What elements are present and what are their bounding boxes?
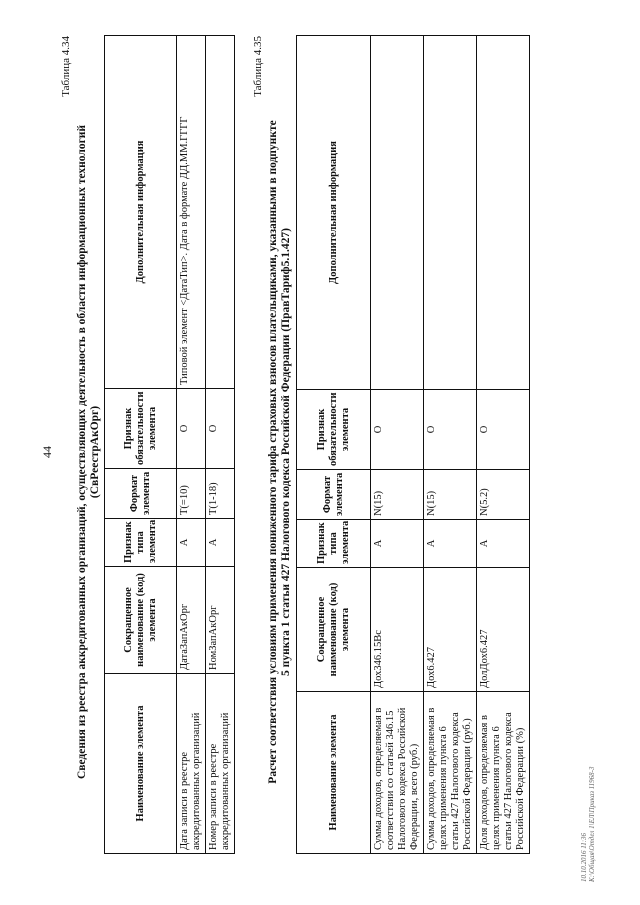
table-cell: N(15) (371, 470, 424, 520)
table-row (371, 36, 424, 854)
table-4-34 (104, 35, 235, 854)
table-cell: О (371, 390, 424, 470)
table-cell (477, 36, 530, 390)
table-cell: Сумма доходов, определяемая в соответствии со статьей 346.15 Налогового кодекса Российской Федерации, всего (руб.) (371, 692, 424, 854)
file-footer (580, 767, 596, 882)
table-row (424, 36, 477, 854)
table2-header-row (297, 36, 371, 854)
rotated-content (40, 22, 600, 882)
table2-header-cell: Признак обязательности элемента (297, 390, 371, 470)
table-cell: ДатаЗапАкОрг (177, 567, 206, 674)
table-cell (371, 36, 424, 390)
table-cell: О (477, 390, 530, 470)
table1-header-cell: Признак обязательности элемента (105, 389, 177, 469)
table1-caption: Таблица 4.34 (60, 36, 72, 97)
table2-header-cell: Сокращенное наименование (код) элемента (297, 568, 371, 692)
table1-title-line1: Сведения из реестра аккредитованных организаций, осуществляющих деятельность в области информационных технологий (76, 124, 88, 780)
table-cell: О (177, 389, 206, 469)
table1-title-line2: (СвРеестрАкОрг) (89, 405, 101, 499)
table-cell (424, 36, 477, 390)
table-cell: О (424, 390, 477, 470)
table-cell: T(1-18) (206, 469, 235, 519)
table-cell: Дата записи в реестре аккредитованных организаций (177, 674, 206, 854)
table-cell: Сумма доходов, определяемая в целях применения пункта 6 статьи 427 Налогового кодекса Российской Федерации (руб.) (424, 692, 477, 854)
table2-header-cell: Формат элемента (297, 470, 371, 520)
table1-header-cell: Сокращенное наименование (код) элемента (105, 567, 177, 674)
table-cell: А (371, 520, 424, 568)
table-cell: А (424, 520, 477, 568)
table-row (177, 36, 206, 854)
page-number: 44 (40, 446, 54, 458)
table-row (206, 36, 235, 854)
table-cell: Доля доходов, определяемая в целях применения пункта 6 статьи 427 Налогового кодекса Российской Федерации (%) (477, 692, 530, 854)
table2-header-cell: Дополнительная информация (297, 36, 371, 390)
table-cell: А (477, 520, 530, 568)
table-cell: А (206, 519, 235, 567)
table-cell: N(15) (424, 470, 477, 520)
table1-header-cell: Наименование элемента (105, 674, 177, 854)
table2-title-line1: Расчет соответствия условиям применения пониженного тарифа страховых взносов плательщиками, указанными в подпункте (267, 120, 279, 784)
table-cell: Дох346.15Вс (371, 568, 424, 692)
table1-header-cell: Признак типа элемента (105, 519, 177, 567)
table-row (477, 36, 530, 854)
table-cell: Типовой элемент <ДатаТип>. Дата в формате ДД.ММ.ГГГГ (177, 36, 206, 389)
table-cell: НомЗапАкОрг (206, 567, 235, 674)
table2-header-cell: Признак типа элемента (297, 520, 371, 568)
table-4-35 (296, 35, 530, 854)
table-cell: Дох6.427 (424, 568, 477, 692)
table-cell: T(=10) (177, 469, 206, 519)
table1-header-cell: Формат элемента (105, 469, 177, 519)
table1-header-row (105, 36, 177, 854)
footer-date: 10.10.2016 11:36 (580, 832, 588, 882)
footer-path: К:\Общая\Отдел 1\ЕЛ\Приказ 11968-3 (588, 766, 596, 882)
table-cell: А (177, 519, 206, 567)
table2-caption: Таблица 4.35 (252, 36, 264, 97)
table-cell: N(5.2) (477, 470, 530, 520)
table1-header-cell: Дополнительная информация (105, 36, 177, 389)
table-cell (206, 36, 235, 389)
table2-title-line2: 5 пункта 1 статьи 427 Налогового кодекса Российской Федерации (ПравТариф5.1.427) (280, 228, 292, 676)
table-cell: О (206, 389, 235, 469)
table-cell: Номер записи в реестре аккредитованных организаций (206, 674, 235, 854)
table-cell: ДолДох6.427 (477, 568, 530, 692)
table2-header-cell: Наименование элемента (297, 692, 371, 854)
